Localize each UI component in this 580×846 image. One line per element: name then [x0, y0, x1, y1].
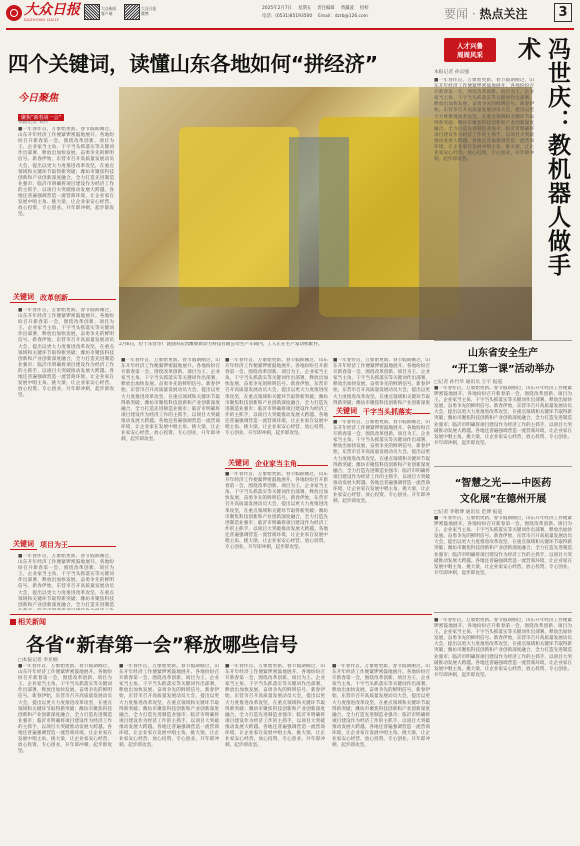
talent-badge [444, 38, 496, 62]
article-body-col1b: ■一年春作首，万象始更新。春节假期刚过，山东开年经济工作便紧锣密鼓地展开。各地纷纷召开新春第一会，围绕改革创新、项目为王、企业家当主角、干字当头抓落实等关键词作出部署，释放出加快发展、奋勇争先的鲜明信号。新春伊始，东营市召开高质量发展动员大会，提出以更大力度推进改革攻坚，在重点领域和关键环节取得新突破；潍坊市聚焦科技创新和产业创新深度融合，全力打造先进制造业强市；临沂市明确将项目建设作为经济工作的主抓手，以项目大突破推动发展大跨越。各地还普遍强调营造一流营商环境，让企业家在发展中唱主角、挑大梁，让企业家安心经营、放心投资、专心创业。开年即冲刺，起步即攻坚。 [18, 308, 114, 399]
logo-en: DAZHONG DAILY [24, 18, 60, 22]
related-tag-icon [10, 619, 16, 625]
page-number: 3 [554, 3, 572, 22]
section-heading-projects: 关键词 项目为王 [10, 539, 116, 550]
editor-name: 黄瀛波 [340, 6, 354, 11]
tcm-title-1: “智慧之光——中医药 [454, 478, 552, 489]
right-divider-3 [434, 612, 572, 613]
feature-byline: 本报记者 孙宗强 [434, 70, 470, 75]
article-body-col2: ■一年春作首，万象始更新。春节假期刚过，山东开年经济工作便紧锣密鼓地展开。各地纷纷召开新春第一会，围绕改革创新、项目为王、企业家当主角、干字当头抓落实等关键词作出部署，释放出加快发展、奋勇争先的鲜明信号。新春伊始，东营市召开高质量发展动员大会，提出以更大力度推进改革攻坚，在重点领域和关键环节取得新突破；潍坊市聚焦科技创新和产业创新深度融合，全力打造先进制造业强市；临沂市明确将项目建设作为经济工作的主抓手，以项目大突破推动发展大跨越。各地还普遍强调营造一流营商环境，让企业家在发展中唱主角、挑大梁，让企业家安心经营、放心投资、专心创业。开年即冲刺，起步即攻坚。 [121, 358, 220, 443]
right-divider-2 [434, 466, 572, 467]
section-heading-reform: 关键词 改革创新 [10, 292, 116, 303]
related-body-col2: ■一年春作首，万象始更新。春节假期刚过，山东开年经济工作便紧锣密鼓地展开。各地纷纷召开新春第一会，围绕改革创新、项目为王、企业家当主角、干字当头抓落实等关键词作出部署，释放出加快发展、奋勇争先的鲜明信号。新春伊始，东营市召开高质量发展动员大会，提出以更大力度推进改革攻坚，在重点领域和关键环节取得新突破；潍坊市聚焦科技创新和产业创新深度融合，全力打造先进制造业强市；临沂市明确将项目建设作为经济工作的主抓手，以项目大突破推动发展大跨越。各地还普遍强调营造一流营商环境，让企业家在发展中唱主角、挑大梁，让企业家安心经营、放心投资、专心创业。开年即冲刺，起步即攻坚。 [119, 664, 219, 749]
tcm-title-2: 文化展”在德州开展 [459, 494, 547, 505]
safety-title-1: 山东省安全生产 [468, 348, 538, 359]
qr-code-2 [124, 4, 140, 20]
article-body-col4a: ■一年春作首，万象始更新。春节假期刚过，山东开年经济工作便紧锣密鼓地展开。各地纷纷召开新春第一会，围绕改革创新、项目为王、企业家当主角、干字当头抓落实等关键词作出部署，释放出加快发展、奋勇争先的鲜明信号。新春伊始，东营市召开高质量发展动员大会，提出以更大力度推进改革攻坚，在重点领域和关键环节取得新突破；潍坊市聚焦科技创新和产业创新深度 [333, 358, 430, 406]
talent-badge-bottom: 周周风采 [457, 51, 483, 59]
feature-body: ■一年春作首，万象始更新。春节假期刚过，山东开年经济工作便紧锣密鼓地展开。各地纷纷召开新春第一会，围绕改革创新、项目为王、企业家当主角、干字当头抓落实等关键词作出部署，释放出加快发展、奋勇争先的鲜明信号。新春伊始，东营市召开高质量发展动员大会，提出以更大力度推进改革攻坚，在重点领域和关键环节取得新突破；潍坊市聚焦科技创新和产业创新深度融合，全力打造先进制造业强市；临沂市明确将项目建设作为经济工作的主抓手，以项目大突破推动发展大跨越。各地还普遍强调营造一流营商环境，让企业家在发展中唱主角、挑大梁，让企业家安心经营、放心投资、专心创业。开年即冲刺，起步即攻坚。 [434, 78, 534, 163]
article-body-col1a: ■一年春作首，万象始更新。春节假期刚过，山东开年经济工作便紧锣密鼓地展开。各地纷纷召开新春第一会，围绕改革创新、项目为王、企业家当主角、干字当头抓落实等关键词作出部署，释放出加快发展、奋勇争先的鲜明信号。新春伊始，东营市召开高质量发展动员大会，提出以更大力度推进改革攻坚，在重点领域和关键环节取得新突破；潍坊市聚焦科技创新和产业创新深度融合，全力打造先进制造业强市；临沂市明确将项目建设作为经济工作的主抓手，以项目大突破推动发展大跨越。各地还普遍强调营造一流营商环境，让企业家在发展中唱主角、挑大梁，让企业家安心经营、放心投资、专心创业。开年即冲刺，起步即攻坚。 [18, 127, 114, 218]
safety-title-2: “开工第一课”活动举办 [451, 364, 555, 375]
issue-weekday: 星期五 [297, 6, 312, 11]
editor-label: 责任编辑 [317, 6, 335, 11]
section-heading-entrepreneur: 关键词 企业家当主角 [225, 458, 328, 469]
talent-badge-top: 人才兴鲁 [457, 42, 483, 50]
right-bottom-body: ■一年春作首，万象始更新。春节假期刚过，山东开年经济工作便紧锣密鼓地展开。各地纷纷召开新春第一会，围绕改革创新、项目为王、企业家当主角、干字当头抓落实等关键词作出部署，释放出加快发展、奋勇争先的鲜明信号。新春伊始，东营市召开高质量发展动员大会，提出以更大力度推进改革攻坚，在重点领域和关键环节取得新突破；潍坊市聚焦科技创新和产业创新深度融合，全力打造先进制造业强市；临沂市明确将项目建设作为经济工作的主抓手，以项目大突破推动发展大跨越。各地还普遍强调营造一流营商环境，让企业家在发展中唱主角、挑大梁，让企业家安心经营、放心投资、专心创业。开年即冲刺，起步即攻坚。 [434, 618, 572, 678]
safety-body: ■一年春作首，万象始更新。春节假期刚过，山东开年经济工作便紧锣密鼓地展开。各地纷纷召开新春第一会，围绕改革创新、项目为王、企业家当主角、干字当头抓落实等关键词作出部署，释放出加快发展、奋勇争先的鲜明信号。新春伊始，东营市召开高质量发展动员大会，提出以更大力度推进改革攻坚，在重点领域和关键环节取得新突破；潍坊市聚焦科技创新和产业创新深度融合，全力打造先进制造业强市；临沂市明确将项目建设作为经济工作的主抓手，以项目大突破推动发展大跨越。各地还普遍强调营造一流营商环境，让企业家在发展中唱主角、挑大梁，让企业家安心经营、放心投资、专心创业。开年即冲刺，起步即攻坚。 [434, 386, 572, 446]
logo-text: 大众日报 [24, 2, 80, 18]
qr-label-1: 大众新闻 客户端 [101, 6, 117, 16]
related-headline: 各省“新春第一会”释放哪些信号 [26, 634, 298, 656]
tcm-byline: □记者 李敬博 通讯员 范博 报道 [434, 510, 503, 515]
related-body-col4: ■一年春作首，万象始更新。春节假期刚过，山东开年经济工作便紧锣密鼓地展开。各地纷纷召开新春第一会，围绕改革创新、项目为王、企业家当主角、干字当头抓落实等关键词作出部署，释放出加快发展、奋勇争先的鲜明信号。新春伊始，东营市召开高质量发展动员大会，提出以更大力度推进改革攻坚，在重点领域和关键环节取得新突破；潍坊市聚焦科技创新和产业创新深度融合，全力打造先进制造业强市；临沂市明确将项目建设作为经济工作的主抓手，以项目大突破推动发展大跨越。各地还普遍强调营造一流营商环境，让企业家在发展中唱主角、挑大梁，让企业家安心经营、放心投资、专心创业。开年即冲刺，起步即攻坚。 [332, 664, 430, 749]
related-body-col3: ■一年春作首，万象始更新。春节假期刚过，山东开年经济工作便紧锣密鼓地展开。各地纷纷召开新春第一会，围绕改革创新、项目为王、企业家当主角、干字当头抓落实等关键词作出部署，释放出加快发展、奋勇争先的鲜明信号。新春伊始，东营市召开高质量发展动员大会，提出以更大力度推进改革攻坚，在重点领域和关键环节取得新突破；潍坊市聚焦科技创新和产业创新深度融合，全力打造先进制造业强市；临沂市明确将项目建设作为经济工作的主抓手，以项目大突破推动发展大跨越。各地还普遍强调营造一流营商环境，让企业家在发展中唱主角、挑大梁，让企业家安心经营、放心投资、专心创业。开年即冲刺，起步即攻坚。 [225, 664, 325, 749]
photo-caption: 2月6日，位于东营市广饶县的东营潍柴新动力科技有限公司生产车间内，工人正在生产发动机配件。 [119, 342, 323, 347]
section-heading-implement: 关键词 干字当头抓落实 [333, 406, 430, 417]
article-body-col3b: ■一年春作首，万象始更新。春节假期刚过，山东开年经济工作便紧锣密鼓地展开。各地纷纷召开新春第一会，围绕改革创新、项目为王、企业家当主角、干字当头抓落实等关键词作出部署，释放出加快发展、奋勇争先的鲜明信号。新春伊始，东营市召开高质量发展动员大会，提出以更大力度推进改革攻坚，在重点领域和关键环节取得新突破；潍坊市聚焦科技创新和产业创新深度融合，全力打造先进制造业强市；临沂市明确将项目建设作为经济工作的主抓手，以项目大突破推动发展大跨越。各地还普遍强调营造一流营商环境，让企业家在发展中唱主角、挑大梁，让企业家安心经营、放心投资、专心创业。开年即冲刺，起步即攻坚。 [225, 472, 328, 551]
related-body-col1: ■一年春作首，万象始更新。春节假期刚过，山东开年经济工作便紧锣密鼓地展开。各地纷纷召开新春第一会，围绕改革创新、项目为王、企业家当主角、干字当头抓落实等关键词作出部署，释放出加快发展、奋勇争先的鲜明信号。新春伊始，东营市召开高质量发展动员大会，提出以更大力度推进改革攻坚，在重点领域和关键环节取得新突破；潍坊市聚焦科技创新和产业创新深度融合，全力打造先进制造业强市；临沂市明确将项目建设作为经济工作的主抓手，以项目大突破推动发展大跨越。各地还普遍强调营造一流营商环境，让企业家在发展中唱主角、挑大梁，让企业家安心经营、放心投资、专心创业。开年即冲刺，起步即攻坚。 [18, 664, 112, 755]
main-byline: 本报记者 刘兵 [18, 120, 49, 125]
designer-label: 检校 [359, 6, 369, 11]
masthead [0, 0, 580, 28]
phone: 电话：(0531)85193500 [262, 14, 313, 19]
email: Email：dzrb@126.com [318, 14, 368, 19]
safety-byline: □记者 孙竹华 通讯员 王宇 报道 [434, 380, 503, 385]
section-name: 要闻 · 热点关注 [444, 7, 528, 21]
article-body-col1c: ■一年春作首，万象始更新。春节假期刚过，山东开年经济工作便紧锣密鼓地展开。各地纷纷召开新春第一会，围绕改革创新、项目为王、企业家当主角、干字当头抓落实等关键词作出部署，释放出加快发展、奋勇争先的鲜明信号。新春伊始，东营市召开高质量发展动员大会，提出以更大力度推进改革攻坚，在重点领域和关键环节取得新突破；潍坊市聚焦科技创新和产业创新深度融合，全力打造先进制造 [18, 554, 114, 608]
qr-code-1 [84, 4, 100, 20]
focus-title: 今日聚焦 [18, 93, 58, 104]
related-rule [10, 614, 432, 615]
qr-label-2: 大众日报 微博 [141, 6, 157, 16]
issue-date: 2025年2月7日 [262, 6, 292, 11]
focus-subtitle: 聚焦“新春第一会” [18, 114, 64, 121]
masthead-contact [262, 13, 374, 19]
related-tag: 相关新闻 [10, 617, 46, 627]
focus-box [18, 89, 84, 121]
logo-emblem-icon [6, 5, 22, 21]
tcm-body: ■一年春作首，万象始更新。春节假期刚过，山东开年经济工作便紧锣密鼓地展开。各地纷纷召开新春第一会，围绕改革创新、项目为王、企业家当主角、干字当头抓落实等关键词作出部署，释放出加快发展、奋勇争先的鲜明信号。新春伊始，东营市召开高质量发展动员大会，提出以更大力度推进改革攻坚，在重点领域和关键环节取得新突破；潍坊市聚焦科技创新和产业创新深度融合，全力打造先进制造业强市；临沂市明确将项目建设作为经济工作的主抓手，以项目大突破推动发展大跨越。各地还普遍强调营造一流营商环境，让企业家在发展中唱主角、挑大梁，让企业家安心经营、放心投资、专心创业。开年即冲刺，起步即攻坚。 [434, 516, 572, 576]
related-byline: □本报记者 李亚楠 [18, 658, 58, 663]
newspaper-logo [6, 3, 80, 22]
article-body-col4b: ■一年春作首，万象始更新。春节假期刚过，山东开年经济工作便紧锣密鼓地展开。各地纷纷召开新春第一会，围绕改革创新、项目为王、企业家当主角、干字当头抓落实等关键词作出部署，释放出加快发展、奋勇争先的鲜明信号。新春伊始，东营市召开高质量发展动员大会，提出以更大力度推进改革攻坚，在重点领域和关键环节取得新突破；潍坊市聚焦科技创新和产业创新深度融合，全力打造先进制造业强市；临沂市明确将项目建设作为经济工作的主抓手，以项目大突破推动发展大跨越。各地还普遍强调营造一流营商环境，让企业家在发展中唱主角、挑大梁，让企业家安心经营、放心投资、专心创业。开年即冲刺，起步即攻坚。 [333, 420, 430, 505]
feature-vertical-title: 冯世庆：教机器人做手术 [514, 37, 570, 277]
right-divider-1 [434, 340, 572, 341]
article-body-col3a: ■一年春作首，万象始更新。春节假期刚过，山东开年经济工作便紧锣密鼓地展开。各地纷纷召开新春第一会，围绕改革创新、项目为王、企业家当主角、干字当头抓落实等关键词作出部署，释放出加快发展、奋勇争先的鲜明信号。新春伊始，东营市召开高质量发展动员大会，提出以更大力度推进改革攻坚，在重点领域和关键环节取得新突破；潍坊市聚焦科技创新和产业创新深度融合，全力打造先进制造业强市；临沂市明确将项目建设作为经济工作的主抓手，以项目大突破推动发展大跨越。各地还普遍强调营造一流营商环境，让企业家在发展中唱主角、挑大梁，让企业家安心经营、放心投资、专心创业。开年即冲刺，起步即攻坚。 [225, 358, 328, 437]
masthead-rule [6, 28, 574, 30]
main-headline: 四个关键词，读懂山东各地如何“拼经济” [8, 52, 378, 76]
masthead-info [262, 5, 375, 11]
